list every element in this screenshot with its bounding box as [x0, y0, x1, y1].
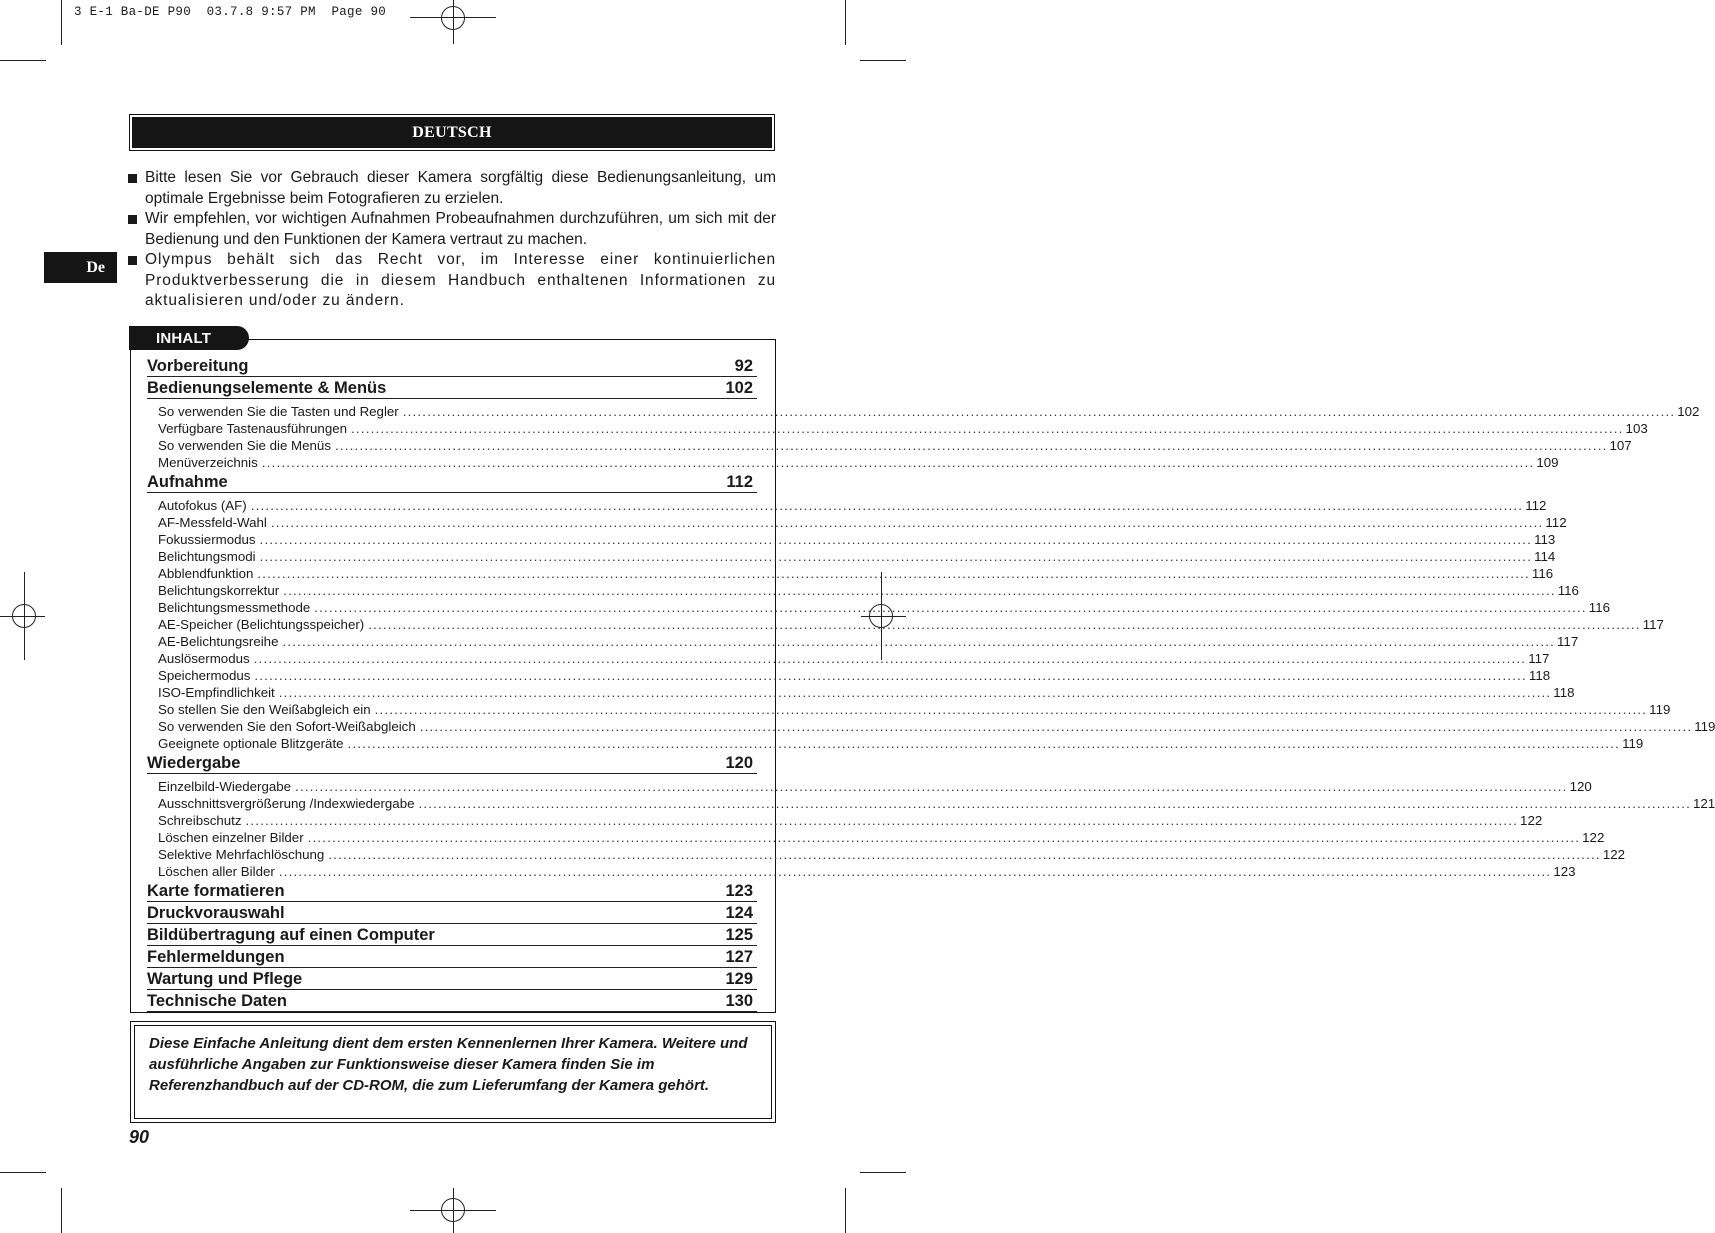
toc-entry-title: Schreibschutz	[158, 813, 242, 828]
toc-section	[147, 924, 757, 946]
toc-section-page: 129	[725, 970, 753, 988]
intro-text: Wir empfehlen, vor wichtigen Aufnahmen Probeaufnahmen durchzuführen, um sich mit der Bedienung und den Funktionen der Kamera vertraut zu machen.	[145, 210, 776, 248]
toc-section	[147, 880, 757, 902]
print-header: 3 E-1 Ba-DE P90 03.7.8 9:57 PM Page 90	[74, 5, 387, 19]
toc-entry	[158, 863, 1576, 880]
note-text: Diese Einfache Anleitung dient dem ersten Kennenlernen Ihrer Kamera. Weitere und ausführliche Angaben zur Funktionsweise dieser Kamera finden Sie im Referenzhandbuch auf der CD-ROM, die zum Lieferumfang der Kamera gehört.	[134, 1025, 772, 1119]
dot-leader: ....................................................................................................................................................................................................................................................................	[374, 702, 1648, 717]
toc-section-title: Vorbereitung	[147, 357, 249, 375]
toc-entry-page: 116	[1588, 600, 1610, 615]
toc-entry-page: 119	[1622, 736, 1644, 751]
toc-entry-title: ISO-Empfindlichkeit	[158, 685, 275, 700]
dot-leader: ....................................................................................................................................................................................................................................................................	[419, 719, 1693, 734]
toc-section-page: 102	[725, 379, 753, 397]
dot-leader: ....................................................................................................................................................................................................................................................................	[282, 634, 1556, 649]
toc-entry-page: 112	[1545, 515, 1567, 530]
toc-entry-title: Löschen einzelner Bilder	[158, 830, 304, 845]
toc-entry-page: 112	[1525, 498, 1547, 513]
toc-entry-title: Selektive Mehrfachlöschung	[158, 847, 325, 862]
toc-entry	[158, 565, 1554, 582]
toc-entry-page: 117	[1642, 617, 1664, 632]
toc-entry-title: Belichtungsmessmethode	[158, 600, 311, 615]
intro-text: Bitte lesen Sie vor Gebrauch dieser Kamera sorgfältig diese Bedienungsanleitung, um optimale Ergebnisse beim Fotografieren zu erzielen.	[145, 169, 776, 207]
crop-mark	[0, 60, 46, 61]
intro-bullet	[128, 209, 776, 250]
toc-entry-title: Auslösermodus	[158, 651, 250, 666]
dot-leader: ....................................................................................................................................................................................................................................................................	[250, 498, 1524, 513]
intro-bullet	[128, 250, 776, 312]
toc-entry	[158, 846, 1626, 863]
toc-entry-page: 116	[1557, 583, 1579, 598]
crop-mark	[860, 60, 906, 61]
toc-entry-title: Belichtungskorrektur	[158, 583, 280, 598]
toc-entry-page: 120	[1569, 779, 1592, 794]
dot-leader: ....................................................................................................................................................................................................................................................................	[347, 736, 1621, 751]
toc-entry	[158, 497, 1547, 514]
crop-mark	[0, 1172, 46, 1173]
registration-mark-left	[12, 604, 36, 628]
toc-section-page: 120	[725, 754, 753, 772]
toc-entry-title: Speichermodus	[158, 668, 251, 683]
dot-leader: ....................................................................................................................................................................................................................................................................	[253, 651, 1527, 666]
toc-section-page: 123	[725, 882, 753, 900]
toc-entry	[158, 531, 1556, 548]
toc-section-title: Wartung und Pflege	[147, 970, 303, 988]
toc-section	[147, 902, 757, 924]
toc-section-title: Karte formatieren	[147, 882, 285, 900]
dot-leader: ....................................................................................................................................................................................................................................................................	[314, 600, 1587, 615]
dot-leader: ....................................................................................................................................................................................................................................................................	[261, 455, 1535, 470]
toc-section	[147, 968, 757, 990]
crop-mark	[61, 0, 62, 45]
toc-entry-page: 122	[1582, 830, 1605, 845]
toc-entry-page: 122	[1520, 813, 1543, 828]
toc-entry-page: 122	[1602, 847, 1626, 862]
toc-entry	[158, 812, 1543, 829]
dot-leader: ....................................................................................................................................................................................................................................................................	[278, 685, 1552, 700]
toc-entry	[158, 650, 1550, 667]
toc-entry-page: 114	[1534, 549, 1556, 564]
toc-entry	[158, 616, 1664, 633]
language-bar-label: DEUTSCH	[132, 117, 772, 148]
toc-entry-title: So verwenden Sie die Menüs	[158, 438, 331, 453]
language-tab: De	[44, 252, 117, 283]
intro-bullet	[128, 168, 776, 209]
toc-section-page: 92	[734, 357, 753, 375]
toc-entry-title: So stellen Sie den Weißabgleich ein	[158, 702, 371, 717]
dot-leader: ....................................................................................................................................................................................................................................................................	[257, 566, 1530, 581]
toc-entry-title: AE-Belichtungsreihe	[158, 634, 279, 649]
toc-entry	[158, 437, 1632, 454]
toc-entry-page: 123	[1553, 864, 1576, 879]
contents-title: INHALT	[129, 326, 249, 350]
toc-section-page: 112	[726, 473, 753, 491]
toc-entry-page: 103	[1625, 421, 1648, 436]
toc-section-page: 130	[725, 992, 753, 1010]
toc-entry	[158, 718, 1715, 735]
toc-entry-title: Menüverzeichnis	[158, 455, 258, 470]
crop-mark	[860, 1172, 906, 1173]
toc-section-title: Technische Daten	[147, 992, 287, 1010]
toc-section-page: 127	[725, 948, 753, 966]
toc-section-page: 125	[725, 926, 753, 944]
toc-entry	[158, 582, 1579, 599]
toc-entry-title: Autofokus (AF)	[158, 498, 247, 513]
dot-leader: ....................................................................................................................................................................................................................................................................	[270, 515, 1544, 530]
toc-section	[147, 946, 757, 968]
dot-leader: ....................................................................................................................................................................................................................................................................	[259, 549, 1533, 564]
toc-entry	[158, 684, 1575, 701]
intro-text: Olympus behält sich das Recht vor, im Interesse einer kontinuierlichen Produktverbesserung die in diesem Handbuch enthaltenen Informationen zu aktualisieren und/oder zu ändern.	[145, 251, 776, 309]
square-bullet-icon	[128, 215, 137, 224]
registration-mark-top	[441, 6, 465, 30]
toc-entry-page: 118	[1528, 668, 1551, 683]
crop-mark	[845, 0, 846, 45]
toc-entry	[158, 778, 1592, 795]
toc-entry-page: 116	[1531, 566, 1554, 581]
toc-entry-title: Löschen aller Bilder	[158, 864, 275, 879]
dot-leader: ....................................................................................................................................................................................................................................................................	[295, 779, 1568, 794]
toc-section	[147, 377, 757, 399]
toc-entry-page: 117	[1528, 651, 1550, 666]
toc-entry-title: Abblendfunktion	[158, 566, 254, 581]
toc-entry-page: 102	[1677, 404, 1700, 419]
toc-section	[147, 355, 757, 377]
dot-leader: ....................................................................................................................................................................................................................................................................	[254, 668, 1527, 683]
toc-entry	[158, 403, 1700, 420]
toc-entry-page: 109	[1536, 455, 1559, 470]
dot-leader: ....................................................................................................................................................................................................................................................................	[334, 438, 1608, 453]
crop-mark	[61, 1188, 62, 1233]
dot-leader: ....................................................................................................................................................................................................................................................................	[259, 532, 1533, 547]
toc-section	[147, 471, 757, 493]
toc-section-title: Bedienungselemente & Menüs	[147, 379, 387, 397]
dot-leader: ....................................................................................................................................................................................................................................................................	[418, 796, 1692, 811]
toc-entry	[158, 514, 1567, 531]
note-box	[130, 1021, 776, 1123]
toc-entry-page: 107	[1609, 438, 1632, 453]
dot-leader: ....................................................................................................................................................................................................................................................................	[402, 404, 1676, 419]
toc-section-title: Druckvorauswahl	[147, 904, 285, 922]
toc-entry-title: AE-Speicher (Belichtungsspeicher)	[158, 617, 365, 632]
toc-entry	[158, 667, 1551, 684]
dot-leader: ....................................................................................................................................................................................................................................................................	[307, 830, 1581, 845]
square-bullet-icon	[128, 174, 137, 183]
toc-entry	[158, 454, 1559, 471]
toc-section-title: Wiedergabe	[147, 754, 241, 772]
toc-entry-title: Geeignete optionale Blitzgeräte	[158, 736, 344, 751]
toc-entry-title: Verfügbare Tastenausführungen	[158, 421, 348, 436]
dot-leader: ....................................................................................................................................................................................................................................................................	[328, 847, 1601, 862]
registration-mark-bottom	[441, 1198, 465, 1222]
toc-entry-title: Fokussiermodus	[158, 532, 256, 547]
toc-entry-page: 119	[1649, 702, 1671, 717]
language-bar	[129, 114, 775, 151]
toc-entry	[158, 633, 1579, 650]
toc-entry	[158, 548, 1556, 565]
toc-entry	[158, 829, 1605, 846]
toc-entry	[158, 735, 1644, 752]
toc-entry-title: So verwenden Sie die Tasten und Regler	[158, 404, 399, 419]
dot-leader: ....................................................................................................................................................................................................................................................................	[278, 864, 1552, 879]
dot-leader: ....................................................................................................................................................................................................................................................................	[245, 813, 1519, 828]
crop-mark	[845, 1188, 846, 1233]
toc-entry-title: Ausschnittsvergrößerung /Indexwiedergabe	[158, 796, 415, 811]
square-bullet-icon	[128, 256, 137, 265]
dot-leader: ....................................................................................................................................................................................................................................................................	[351, 421, 1624, 436]
toc-section-title: Aufnahme	[147, 473, 228, 491]
toc-entry-title: Belichtungsmodi	[158, 549, 256, 564]
toc-section	[147, 990, 757, 1012]
toc-entry-page: 121	[1693, 796, 1715, 811]
toc-section-title: Fehlermeldungen	[147, 948, 285, 966]
toc-entry-title: Einzelbild-Wiedergabe	[158, 779, 292, 794]
toc-entry-page: 119	[1694, 719, 1715, 734]
toc-section-page: 124	[725, 904, 753, 922]
toc-entry-title: AF-Messfeld-Wahl	[158, 515, 267, 530]
toc-entry	[158, 701, 1671, 718]
toc-section-title: Bildübertragung auf einen Computer	[147, 926, 435, 944]
toc-entry-page: 113	[1534, 532, 1556, 547]
toc-entry-page: 117	[1557, 634, 1579, 649]
dot-leader: ....................................................................................................................................................................................................................................................................	[368, 617, 1641, 632]
toc-entry	[158, 420, 1648, 437]
table-of-contents	[147, 355, 1715, 1012]
toc-entry-page: 118	[1553, 685, 1575, 700]
page-number: 90	[129, 1127, 150, 1147]
dot-leader: ....................................................................................................................................................................................................................................................................	[283, 583, 1556, 598]
intro-list	[128, 168, 776, 312]
toc-entry	[158, 795, 1715, 812]
toc-entry-title: So verwenden Sie den Sofort-Weißabgleich	[158, 719, 416, 734]
toc-entry	[158, 599, 1610, 616]
toc-section	[147, 752, 757, 774]
